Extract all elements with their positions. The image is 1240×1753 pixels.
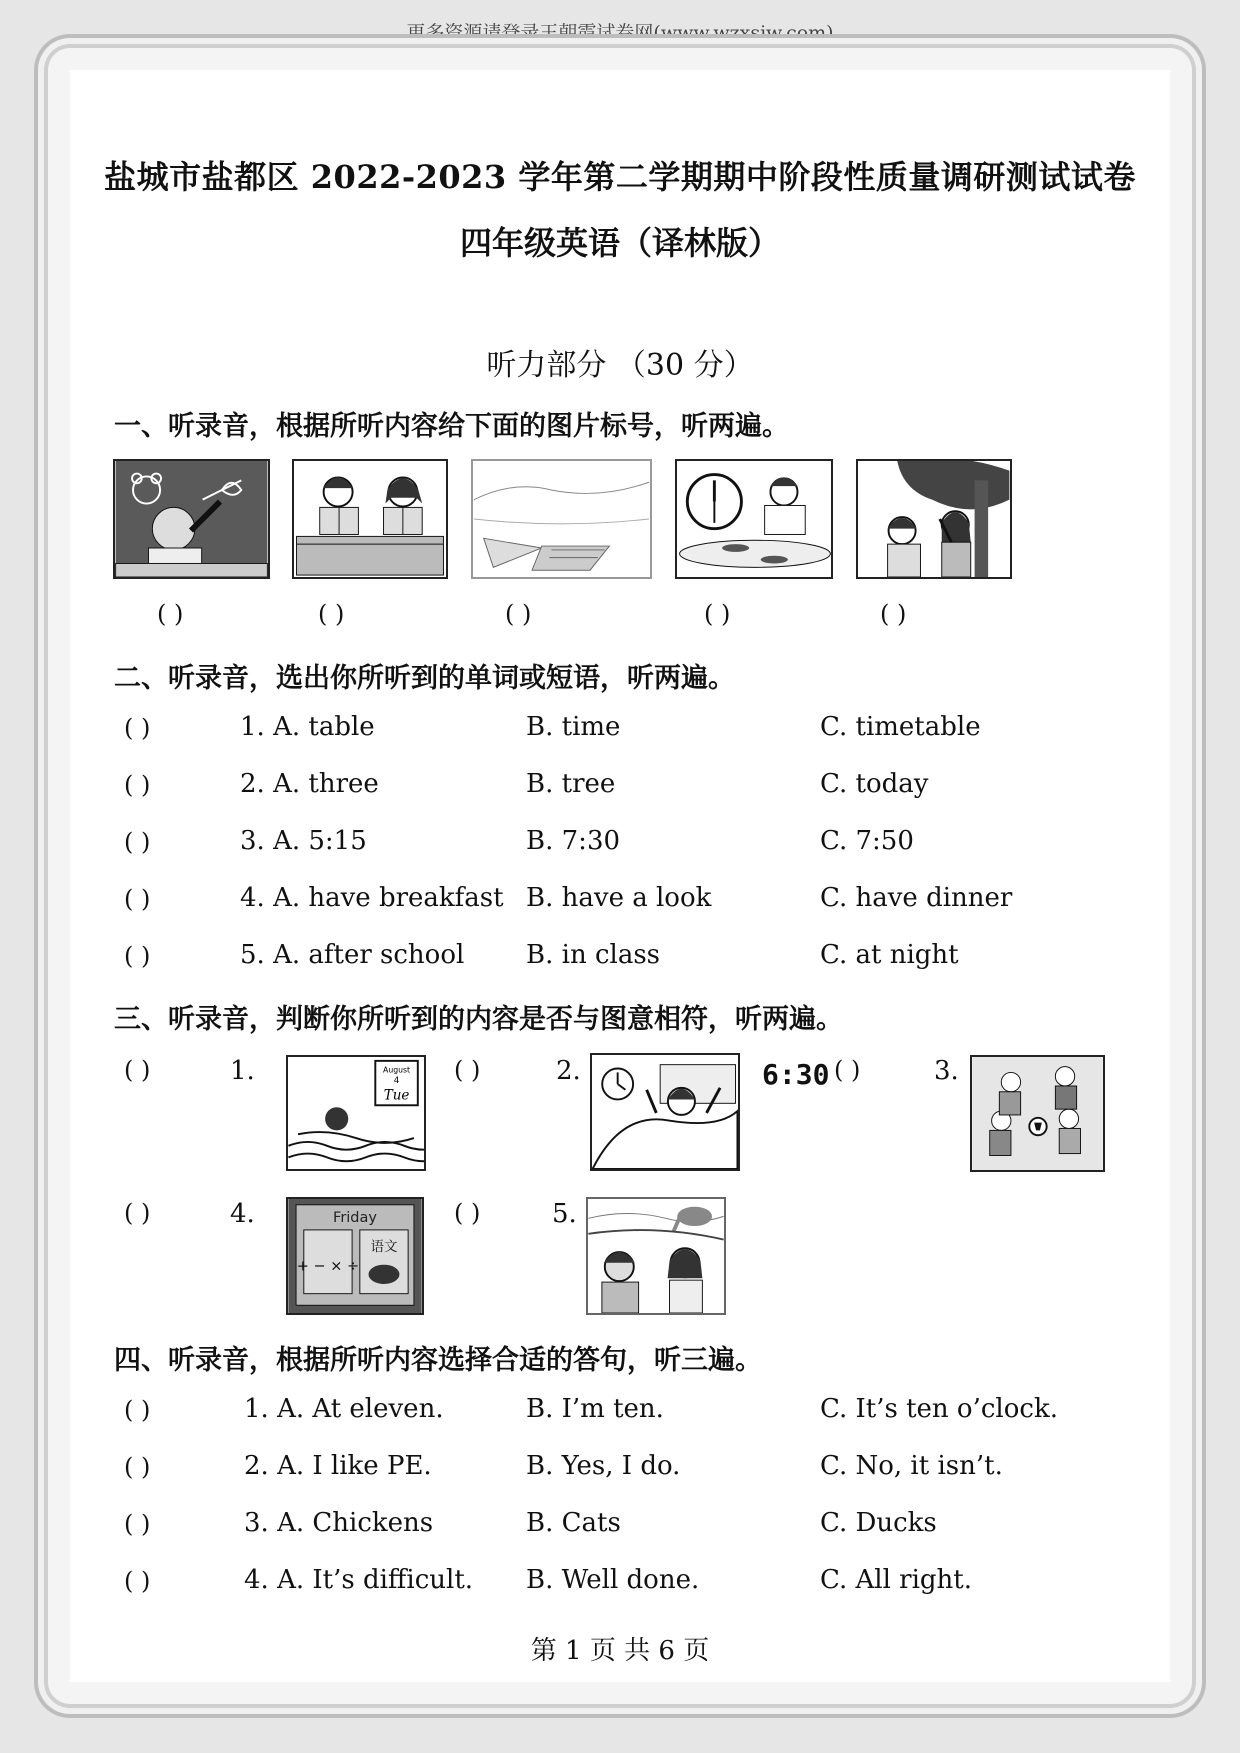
- picture-children-playing-football: [970, 1055, 1105, 1172]
- option-a: 3. A. Chickens: [244, 1508, 434, 1538]
- board-day: Friday: [333, 1210, 377, 1227]
- picture-child-drawing-on-blackboard: [113, 459, 270, 579]
- answer-blank[interactable]: ( ): [124, 1510, 151, 1538]
- option-a: 2. A. three: [240, 769, 379, 799]
- answer-blank[interactable]: ( ): [124, 1567, 151, 1595]
- waking-up-icon: [592, 1055, 738, 1169]
- tree-children-icon: [858, 461, 1010, 577]
- zoo-elephant-icon: [588, 1199, 724, 1313]
- answer-blank[interactable]: ( ): [124, 885, 151, 913]
- answer-blank[interactable]: ( ): [454, 1056, 481, 1084]
- section2-heading: 二、听录音，选出你所听到的单词或短语，听两遍。: [114, 663, 735, 694]
- children-reading-icon: [294, 461, 446, 577]
- section1-heading: 一、听录音，根据所听内容给下面的图片标号，听两遍。: [114, 411, 789, 442]
- picture-swimming-calendar: [286, 1055, 426, 1171]
- option-a: 2. A. I like PE.: [244, 1451, 432, 1481]
- board-math-symbols: + − × ÷: [296, 1258, 360, 1275]
- blackboard-drawing-icon: [115, 461, 268, 577]
- option-c: C. today: [820, 769, 929, 799]
- section1-blank-5[interactable]: ( ): [880, 600, 907, 628]
- section1-blank-3[interactable]: ( ): [505, 600, 532, 628]
- option-a: 1. A. At eleven.: [244, 1394, 444, 1424]
- option-a: 5. A. after school: [240, 940, 465, 970]
- option-b: B. Well done.: [526, 1565, 700, 1595]
- option-b: B. in class: [526, 940, 661, 970]
- answer-blank[interactable]: ( ): [834, 1056, 861, 1084]
- option-c: C. timetable: [820, 712, 981, 742]
- page-footer: 第 1 页 共 6 页: [530, 1636, 710, 1666]
- answer-blank[interactable]: ( ): [124, 771, 151, 799]
- option-b: B. 7:30: [526, 826, 621, 856]
- answer-blank[interactable]: ( ): [124, 1396, 151, 1424]
- calendar-day: 4: [393, 1076, 400, 1087]
- river-boats-icon: [473, 461, 650, 577]
- option-c: C. No, it isn’t.: [820, 1451, 1003, 1481]
- answer-blank[interactable]: ( ): [124, 1199, 151, 1227]
- picture-clock-and-meal: [675, 459, 833, 579]
- picture-children-at-zoo: [586, 1197, 726, 1315]
- calendar-weekday: Tue: [383, 1087, 410, 1104]
- option-b: B. have a look: [526, 883, 712, 913]
- board-chinese-label: 语文: [370, 1239, 398, 1256]
- picture-waking-up: [590, 1053, 740, 1171]
- option-a: 1. A. table: [240, 712, 375, 742]
- option-a: 3. A. 5:15: [240, 826, 367, 856]
- answer-blank[interactable]: ( ): [124, 828, 151, 856]
- picture-river-and-boats: [471, 459, 652, 579]
- section1-blank-4[interactable]: ( ): [704, 600, 731, 628]
- picture-two-children-reading: [292, 459, 448, 579]
- section1-blank-1[interactable]: ( ): [157, 600, 184, 628]
- option-c: C. 7:50: [820, 826, 914, 856]
- picture-friday-timetable: [286, 1197, 424, 1315]
- item-number: 3.: [934, 1056, 959, 1086]
- option-c: C. have dinner: [820, 883, 1013, 913]
- page-sheet: [70, 70, 1170, 1682]
- picture-children-looking-at-tree: [856, 459, 1012, 579]
- item-number: 2.: [556, 1056, 581, 1086]
- answer-blank[interactable]: ( ): [124, 1056, 151, 1084]
- timetable-board-icon: [288, 1199, 422, 1313]
- clock-time-label: 6:30: [762, 1058, 830, 1091]
- option-c: C. It’s ten o’clock.: [820, 1394, 1058, 1424]
- option-a: 4. A. have breakfast: [240, 883, 504, 913]
- item-number: 4.: [230, 1199, 255, 1229]
- answer-blank[interactable]: ( ): [454, 1199, 481, 1227]
- answer-blank[interactable]: ( ): [124, 714, 151, 742]
- option-c: C. Ducks: [820, 1508, 937, 1538]
- option-a: 4. A. It’s difficult.: [244, 1565, 474, 1595]
- option-c: C. at night: [820, 940, 959, 970]
- answer-blank[interactable]: ( ): [124, 1453, 151, 1481]
- watermark: 更多资源请登录王朝霞试卷网(www.wzxsjw.com): [406, 22, 834, 44]
- option-c: C. All right.: [820, 1565, 973, 1595]
- calendar-month: August: [383, 1065, 411, 1075]
- option-b: B. tree: [526, 769, 616, 799]
- section4-heading: 四、听录音，根据所听内容选择合适的答句，听三遍。: [114, 1345, 762, 1376]
- answer-blank[interactable]: ( ): [124, 942, 151, 970]
- option-b: B. I’m ten.: [526, 1394, 664, 1424]
- option-b: B. time: [526, 712, 621, 742]
- clock-meal-icon: [677, 461, 831, 577]
- section1-blank-2[interactable]: ( ): [318, 600, 345, 628]
- item-number: 5.: [552, 1199, 577, 1229]
- swimming-icon: [288, 1057, 424, 1169]
- section3-heading: 三、听录音，判断你所听到的内容是否与图意相符，听两遍。: [114, 1004, 843, 1035]
- item-number: 1.: [230, 1056, 255, 1086]
- listening-part-title: 听力部分 （30 分）: [486, 348, 754, 383]
- exam-title: 盐城市盐都区 2022-2023 学年第二学期期中阶段性质量调研测试试卷: [104, 158, 1136, 196]
- football-icon: [972, 1057, 1103, 1170]
- option-b: B. Cats: [526, 1508, 621, 1538]
- option-b: B. Yes, I do.: [526, 1451, 681, 1481]
- exam-subtitle: 四年级英语（译林版）: [459, 224, 780, 262]
